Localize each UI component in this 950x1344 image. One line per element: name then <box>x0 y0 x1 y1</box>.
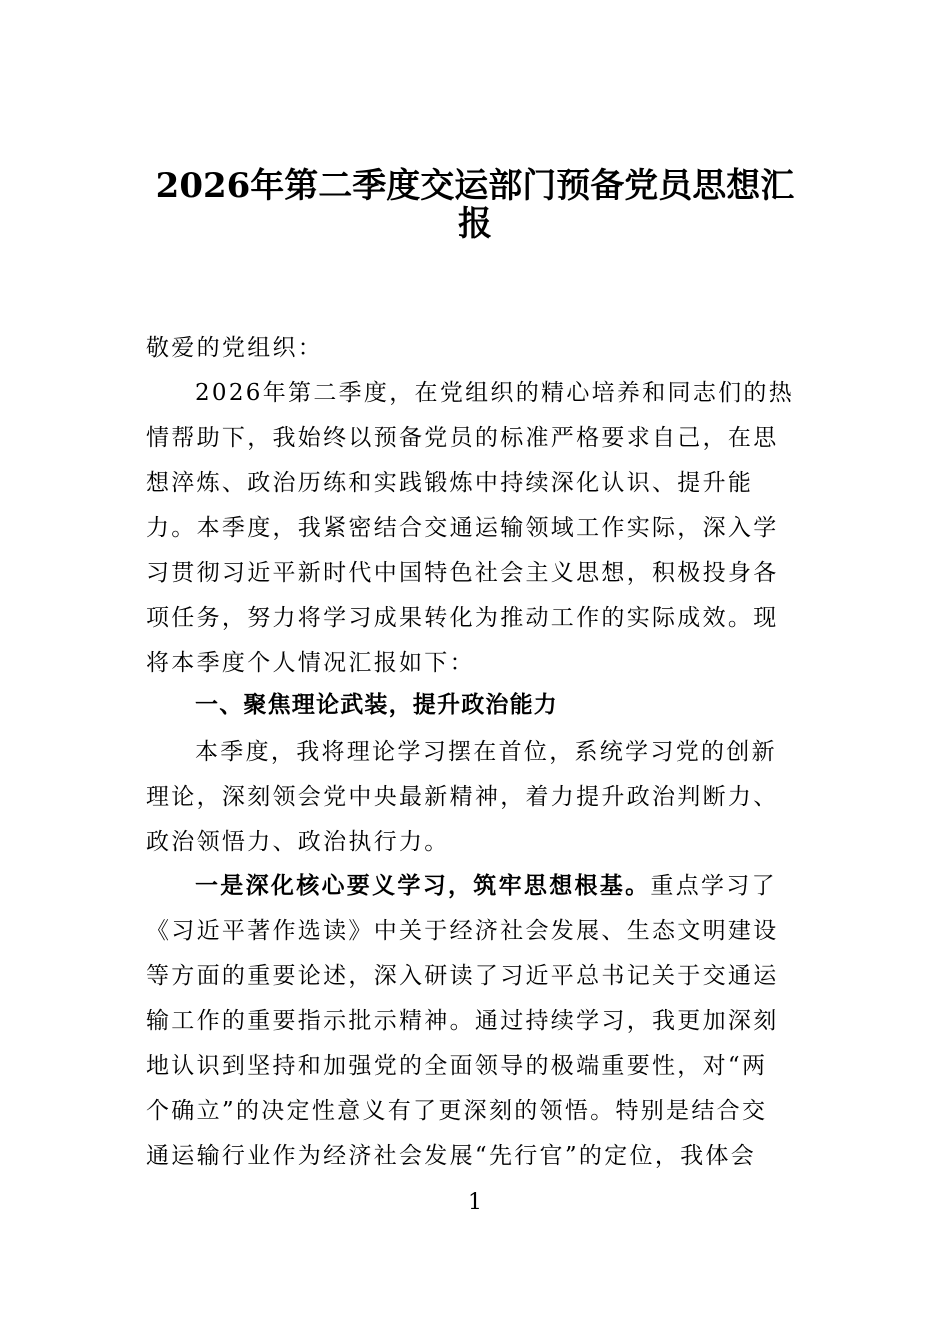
intro-line: 力。本季度，我紧密结合交通运输领域工作实际，深入学 <box>146 515 779 541</box>
salutation: 敬爱的党组织： <box>146 335 324 361</box>
intro-line: 习贯彻习近平新时代中国特色社会主义思想，积极投身各 <box>146 560 779 586</box>
point1-first-line <box>195 871 795 901</box>
intro-line: 想淬炼、政治历练和实践锻炼中持续深化认识、提升能 <box>146 470 754 496</box>
point1-line: 个确立”的决定性意义有了更深刻的领悟。特别是结合交 <box>146 1098 768 1124</box>
point1-line: 通运输行业作为经济社会发展“先行官”的定位，我体会 <box>146 1143 757 1169</box>
point1-line: 输工作的重要指示批示精神。通过持续学习，我更加深刻 <box>146 1008 779 1034</box>
page-number: 1 <box>468 1190 482 1215</box>
point1-line: 等方面的重要论述，深入研读了习近平总书记关于交通运 <box>146 963 779 989</box>
point1-lead: 一是深化核心要义学习，筑牢思想根基。 <box>195 872 651 899</box>
section-heading-1: 一、聚焦理论武装，提升政治能力 <box>195 692 558 718</box>
document-title-line-1: 2026年第二季度交运部门预备党员思想汇 <box>155 166 795 206</box>
section1-line: 本季度，我将理论学习摆在首位，系统学习党的创新 <box>195 739 777 765</box>
document-title-line-2: 报 <box>458 204 492 244</box>
point1-line: 地认识到坚持和加强党的全面领导的极端重要性，对“两 <box>146 1053 768 1079</box>
point1-line: 《习近平著作选读》中关于经济社会发展、生态文明建设 <box>146 918 779 944</box>
intro-line: 将本季度个人情况汇报如下： <box>146 650 475 676</box>
intro-line: 项任务，努力将学习成果转化为推动工作的实际成效。现 <box>146 605 779 631</box>
intro-line: 2026年第二季度，在党组织的精心培养和同志们的热 <box>195 380 795 406</box>
point1-first-rest: 重点学习了 <box>650 873 777 899</box>
intro-line: 情帮助下，我始终以预备党员的标准严格要求自己，在思 <box>146 425 779 451</box>
section1-line: 理论，深刻领会党中央最新精神，着力提升政治判断力、 <box>146 784 779 810</box>
section1-line: 政治领悟力、政治执行力。 <box>146 829 450 855</box>
